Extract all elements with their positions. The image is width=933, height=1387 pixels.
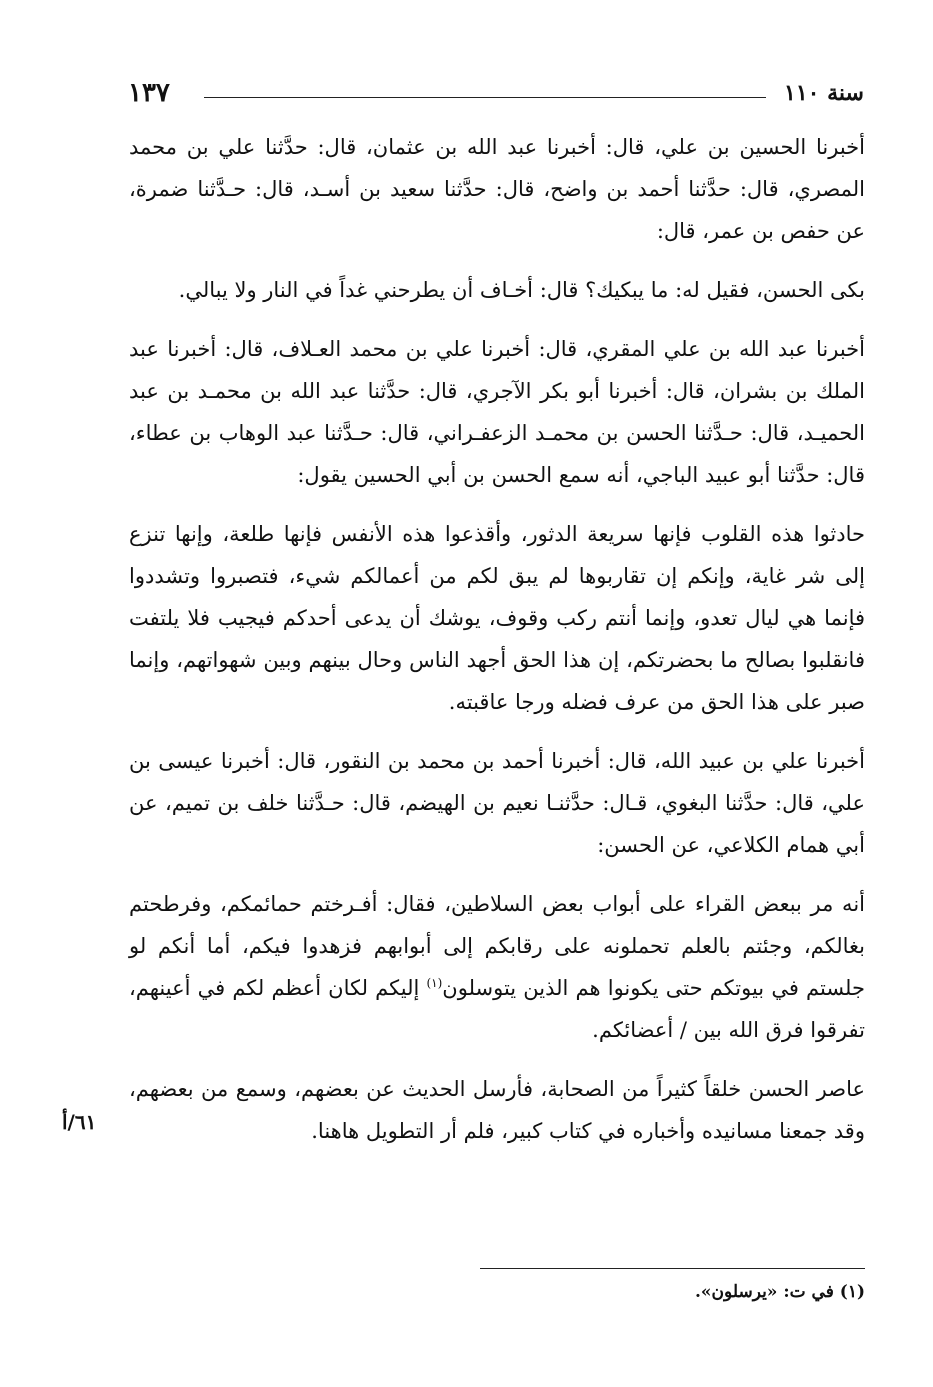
running-head-year: سنة ١١٠	[784, 80, 864, 106]
footnote: (١) في ت: «يرسلون».	[695, 1282, 865, 1302]
paragraph-isnad-3: أخبرنا علي بن عبيد الله، قال: أخبرنا أحمد بن محمد بن النقور، قال: أخبرنا عيسى بن علي، قال: حدَّثنا البغوي، قـال: حدَّثنـا نعيم بن الهيضم، قال: حـدَّثنا خلف بن تميم، عن أبي همام الكلاعي، عن الحسن:	[129, 749, 865, 857]
paragraph-text-4: عاصر الحسن خلقاً كثيراً من الصحابة، فأرسل الحديث عن بعضهم، وسمع من بعضهم، وقد جمعنا مسانيده وأخباره في كتاب كبير، فلم أر التطويل هاهنا.	[129, 1077, 865, 1143]
paragraph-text-3	[129, 883, 865, 1051]
running-head-rule	[204, 97, 766, 98]
paragraph-text-3-part-2: إليكم لكان أعظم لكم في أعينهم، تفرقوا فرق الله بين / أعضائكم.	[129, 976, 865, 1042]
footnote-divider	[480, 1268, 865, 1269]
paragraph-text-3-part-1: أنه مر ببعض القراء على أبواب بعض السلاطين، فقال: أفـرختم حمائمكم، وفرطحتم بغالكم، وجئتم بالعلم تحملونه على رقابكم إلى أبوابهم فزهدوا فيكم، أما أنكم لو جلستم في بيوتكم حتى يكونوا هم الذين يتوسلون	[129, 892, 865, 1000]
paragraph-text-1: بكى الحسن، فقيل له: ما يبكيك؟ قال: أخـاف أن يطرحني غداً في النار ولا يبالي.	[178, 278, 865, 302]
paragraph-isnad-2: أخبرنا عبد الله بن علي المقري، قال: أخبرنا علي بن محمد العـلاف، قال: أخبرنا عبد الملك بن بشران، قال: أخبرنا أبو بكر الآجري، قال: حدَّثنا عبد الله بن محمـد بن عبد الحميـد، قال: حـدَّثنا الحسن بن محمـد الزعفـراني، قال: حـدَّثنا عبد الوهاب بن عطاء، قال: حدَّثنا أبو عبيد الباجي، أنه سمع الحسن بن أبي الحسين يقول:	[129, 337, 865, 487]
page-number: ١٣٧	[128, 78, 170, 108]
body-text	[129, 126, 865, 1169]
footnote-reference: (١)	[426, 976, 443, 990]
paragraph-text-2: حادثوا هذه القلوب فإنها سريعة الدثور، وأقذعوا هذه الأنفس فإنها طلعة، وإنها تنزع إلى شر غاية، وإنكم إن تقاربوها لم يبق لكم من أعمالكم شيء، فتصبروا وتشددوا فإنما هي ليال تعدو، وإنما أنتم ركب وقوف، يوشك أن يدعى أحدكم فيجيب فلا يلتفت فانقلبوا بصالح ما بحضرتكم، إن هذا الحق أجهد الناس وحال بينهم وبين شهواتهم، وإنما صبر على هذا الحق من عرف فضله ورجا عاقبته.	[129, 522, 865, 714]
running-head	[128, 78, 864, 108]
paragraph-isnad-1: أخبرنا الحسين بن علي، قال: أخبرنا عبد الله بن عثمان، قال: حدَّثنا علي بن محمد المصري، قال: حدَّثنا أحمد بن واضح، قال: حدَّثنا سعيد بن أسـد، قال: حـدَّثنا ضمرة، عن حفص بن عمر، قال:	[129, 135, 865, 243]
margin-folio-note: ٦١/أ	[62, 1110, 97, 1134]
